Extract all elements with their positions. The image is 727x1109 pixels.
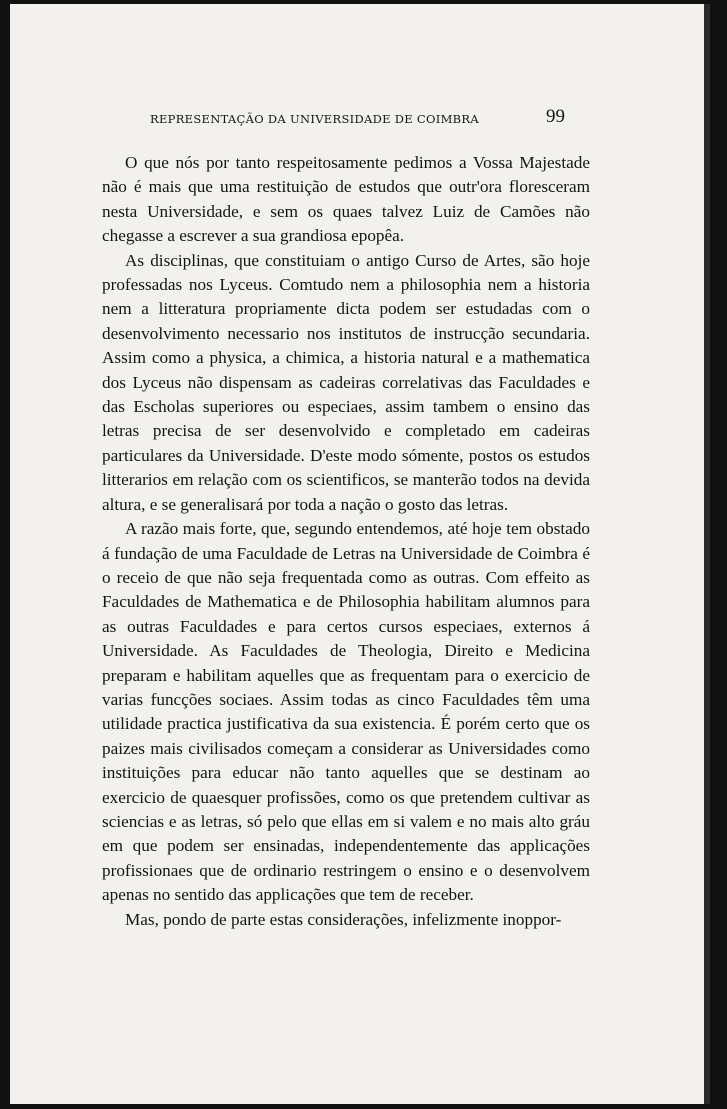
paragraph-1: O que nós por tanto respeitosamente pedimos a Vossa Majestade não é mais que uma restituição de estudos que outr'ora floresceram nesta Universidade, e sem os quaes talvez Luiz de Camões não chegasse a escrever a sua grandiosa epopêa.	[102, 153, 590, 246]
page-number: 99	[546, 106, 565, 127]
paragraph-4: Mas, pondo de parte estas considerações, infelizmente inoppor-	[125, 909, 562, 929]
paragraph-3: A razão mais forte, que, segundo entendemos, até hoje tem obstado á fundação de uma Faculdade de Letras na Universidade de Coimbra é o receio de que não seja frequentada como as outras. Com effeito as Faculdades de Mathematica e de Philosophia habilitam alumnos para as outras Faculdades e para certos cursos especiaes, externos á Universidade. As Faculdades de Theologia, Direito e Medicina preparam e habilitam aquelles que as frequentam para o exercicio de varias funcções sociaes. Assim todas as cinco Faculdades têm uma utilidade practica justificativa da sua existencia. É porém certo que os paizes mais civilisados começam a considerar as Universidades como instituições para educar não tanto aquelles que se destinam ao exercicio de quaesquer profissões, como os que pretendem cultivar as sciencias e as letras, só pelo que ellas em si valem e no mais alto gráu em que podem ser ensinadas, independentemente das applicações profissionaes que de ordinario restringem o ensino e o desenvolvem apenas no sentido das applicações que tem de receber.	[102, 519, 590, 905]
paragraph-2: As disciplinas, que constituiam o antigo Curso de Artes, são hoje professadas nos Lyceus. Comtudo nem a philosophia nem a historia nem a litteratura propriamente dicta podem ser estudadas com o desenvolvimento necessario nos institutos de instrucção secundaria. Assim como a physica, a chimica, a historia natural e a mathematica dos Lyceus não dispensam as cadeiras correlativas das Faculdades e das Escholas superiores ou especiaes, assim tambem o ensino das letras precisa de ser desenvolvido e completado em cadeiras particulares da Universidade. D'este modo sómente, postos os estudos litterarios em relação com os scientificos, se manterão todos na devida altura, e se generalisará por toda a nação o gosto das letras.	[102, 250, 590, 514]
running-title: REPRESENTAÇÃO DA UNIVERSIDADE DE COIMBRA	[150, 112, 479, 126]
body-text	[102, 151, 590, 932]
book-page	[10, 4, 710, 1104]
